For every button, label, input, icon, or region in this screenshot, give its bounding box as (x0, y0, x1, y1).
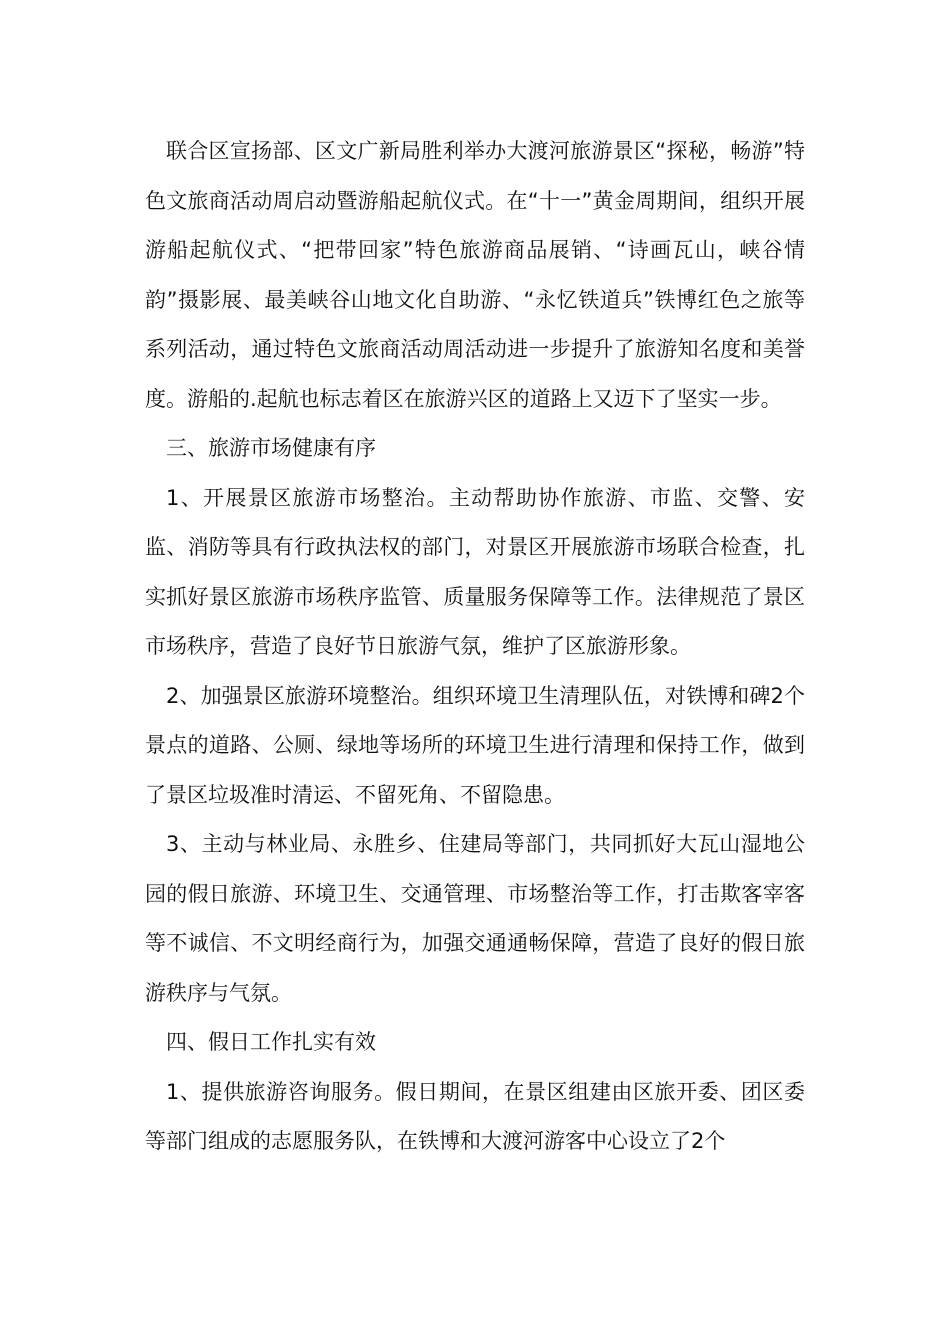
document-body (145, 127, 805, 1167)
paragraph-market-rectification: 1、开展景区旅游市场整治。主动帮助协作旅游、市监、交警、安监、消防等具有行政执法权的部门，对景区开展旅游市场联合检查，扎实抓好景区旅游市场秩序监管、质量服务保障等工作。法律规范了景区市场秩序，营造了良好节日旅游气氛，维护了区旅游形象。 (145, 485, 805, 658)
paragraph-environment-rectification: 2、加强景区旅游环境整治。组织环境卫生清理队伍，对铁博和碑2个景点的道路、公厕、绿地等场所的环境卫生进行清理和保持工作，做到了景区垃圾准时清运、不留死角、不留隐患。 (145, 683, 805, 807)
section-heading-market-order: 三、旅游市场健康有序 (166, 436, 376, 460)
paragraph-activity-week: 联合区宣扬部、区文广新局胜利举办大渡河旅游景区“探秘，畅游”特色文旅商活动周启动暨游船起航仪式。在“十一”黄金周期间，组织开展游船起航仪式、“把带回家”特色旅游商品展销、“诗画瓦山，峡谷情韵”摄影展、最美峡谷山地文化自助游、“永忆铁道兵”铁博红色之旅等系列活动，通过特色文旅商活动周活动进一步提升了旅游知名度和美誉度。游船的.起航也标志着区在旅游兴区的道路上又迈下了坚实一步。 (145, 139, 805, 411)
section-heading-holiday-work: 四、假日工作扎实有效 (166, 1030, 376, 1054)
paragraph-wetland-park: 3、主动与林业局、永胜乡、住建局等部门，共同抓好大瓦山湿地公园的假日旅游、环境卫生、交通管理、市场整治等工作，打击欺客宰客等不诚信、不文明经商行为，加强交通通畅保障，营造了良好的假日旅游秩序与气氛。 (145, 832, 805, 1005)
paragraph-consulting-service: 1、提供旅游咨询服务。假日期间，在景区组建由区旅开委、团区委等部门组成的志愿服务队，在铁博和大渡河游客中心设立了2个 (145, 1079, 805, 1153)
